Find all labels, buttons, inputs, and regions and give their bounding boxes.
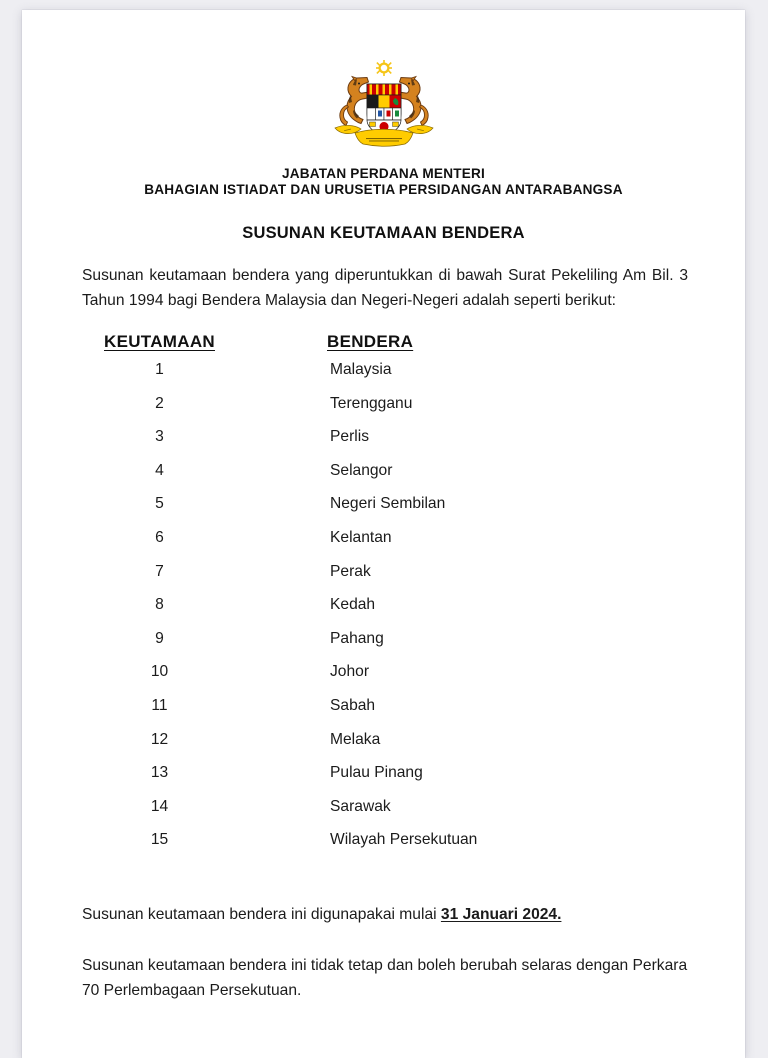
rank-value: 15	[150, 831, 169, 849]
rank-value: 4	[155, 461, 164, 479]
flag-cell	[297, 630, 745, 648]
flag-value: Pulau Pinang	[330, 764, 423, 782]
shield-icon	[367, 84, 401, 136]
flag-value: Negeri Sembilan	[330, 495, 446, 513]
flag-cell	[297, 495, 745, 513]
rank-value: 9	[155, 629, 164, 647]
malaysia-coat-of-arms-icon	[322, 60, 446, 148]
rank-cell	[22, 529, 297, 547]
intro-paragraph: Susunan keutamaan bendera yang diperuntukkan di bawah Surat Pekeliling Am Bil. 3 Tahun 1994 bagi Bendera Malaysia dan Negeri-Negeri adalah seperti berikut:	[82, 267, 688, 309]
organization-heading	[22, 166, 745, 198]
rank-value: 8	[155, 596, 164, 614]
rank-cell	[22, 798, 297, 816]
effective-date-prefix: Susunan keutamaan bendera ini digunapakai mulai	[82, 905, 441, 923]
flag-value: Perlis	[330, 428, 369, 446]
rank-value: 6	[155, 528, 164, 546]
flag-value: Johor	[330, 663, 370, 681]
flag-value: Kelantan	[330, 528, 392, 546]
flag-value: Selangor	[330, 461, 393, 479]
rank-cell	[22, 563, 297, 581]
table-row	[22, 596, 745, 630]
flag-cell	[297, 663, 745, 681]
rank-value: 14	[150, 797, 169, 815]
column-header-rank-cell	[22, 332, 297, 352]
flag-precedence-table	[22, 332, 745, 865]
org-name-line-2: BAHAGIAN ISTIADAT DAN URUSETIA PERSIDANGAN ANTARABANGSA	[144, 182, 623, 197]
org-name-line-1: JABATAN PERDANA MENTERI	[282, 166, 485, 181]
flag-cell	[297, 361, 745, 379]
rank-cell	[22, 495, 297, 513]
tiger-left-icon	[339, 77, 370, 126]
rank-cell	[22, 596, 297, 614]
effective-date-value: 31 Januari 2024.	[440, 905, 562, 923]
rank-value: 2	[155, 394, 164, 412]
flag-value: Sarawak	[330, 797, 391, 815]
rank-cell	[22, 697, 297, 715]
document-page	[22, 10, 745, 1058]
table-row	[22, 462, 745, 496]
flag-value: Wilayah Persekutuan	[330, 831, 478, 849]
table-row	[22, 395, 745, 429]
rank-value: 11	[151, 696, 168, 714]
table-row	[22, 663, 745, 697]
flag-cell	[297, 596, 745, 614]
rank-cell	[22, 428, 297, 446]
flag-value: Kedah	[330, 596, 376, 614]
table-row	[22, 630, 745, 664]
flag-cell	[297, 563, 745, 581]
rank-value: 7	[155, 562, 164, 580]
column-header-flag: BENDERA	[327, 332, 414, 351]
rank-cell	[22, 831, 297, 849]
rank-cell	[22, 731, 297, 749]
table-row	[22, 697, 745, 731]
rank-cell	[22, 764, 297, 782]
column-header-flag-cell	[297, 332, 745, 352]
flag-cell	[297, 395, 745, 413]
table-row	[22, 798, 745, 832]
table-row	[22, 361, 745, 395]
table-row	[22, 764, 745, 798]
rank-cell	[22, 395, 297, 413]
flag-value: Terengganu	[330, 394, 413, 412]
flag-cell	[297, 798, 745, 816]
table-row	[22, 529, 745, 563]
flag-value: Sabah	[330, 696, 376, 714]
rank-cell	[22, 361, 297, 379]
effective-date-note	[82, 902, 688, 927]
rank-cell	[22, 462, 297, 480]
table-header-row	[22, 332, 745, 352]
flag-cell	[297, 697, 745, 715]
table-row	[22, 428, 745, 462]
flag-value: Pahang	[330, 629, 384, 647]
column-header-rank: KEUTAMAAN	[104, 332, 215, 351]
flag-value: Melaka	[330, 730, 381, 748]
page-title: SUSUNAN KEUTAMAAN BENDERA	[242, 224, 525, 242]
emblem-container	[22, 10, 745, 148]
flag-cell	[297, 731, 745, 749]
table-row	[22, 831, 745, 865]
table-row	[22, 495, 745, 529]
rank-value: 10	[150, 663, 169, 681]
table-row	[22, 731, 745, 765]
flag-value: Perak	[330, 562, 371, 580]
flag-cell	[297, 529, 745, 547]
flag-cell	[297, 462, 745, 480]
tiger-right-icon	[397, 77, 428, 126]
table-row	[22, 563, 745, 597]
rank-value: 3	[155, 428, 164, 446]
flag-cell	[297, 428, 745, 446]
rank-value: 13	[150, 764, 169, 782]
amendment-note: Susunan keutamaan bendera ini tidak tetap dan boleh berubah selaras dengan Perkara 70 Perlembagaan Persekutuan.	[82, 956, 688, 999]
rank-value: 12	[150, 730, 169, 748]
rank-value: 5	[155, 495, 164, 513]
rank-cell	[22, 630, 297, 648]
rank-cell	[22, 663, 297, 681]
flag-cell	[297, 831, 745, 849]
rank-value: 1	[155, 361, 164, 378]
flag-value: Malaysia	[330, 361, 392, 378]
flag-cell	[297, 764, 745, 782]
